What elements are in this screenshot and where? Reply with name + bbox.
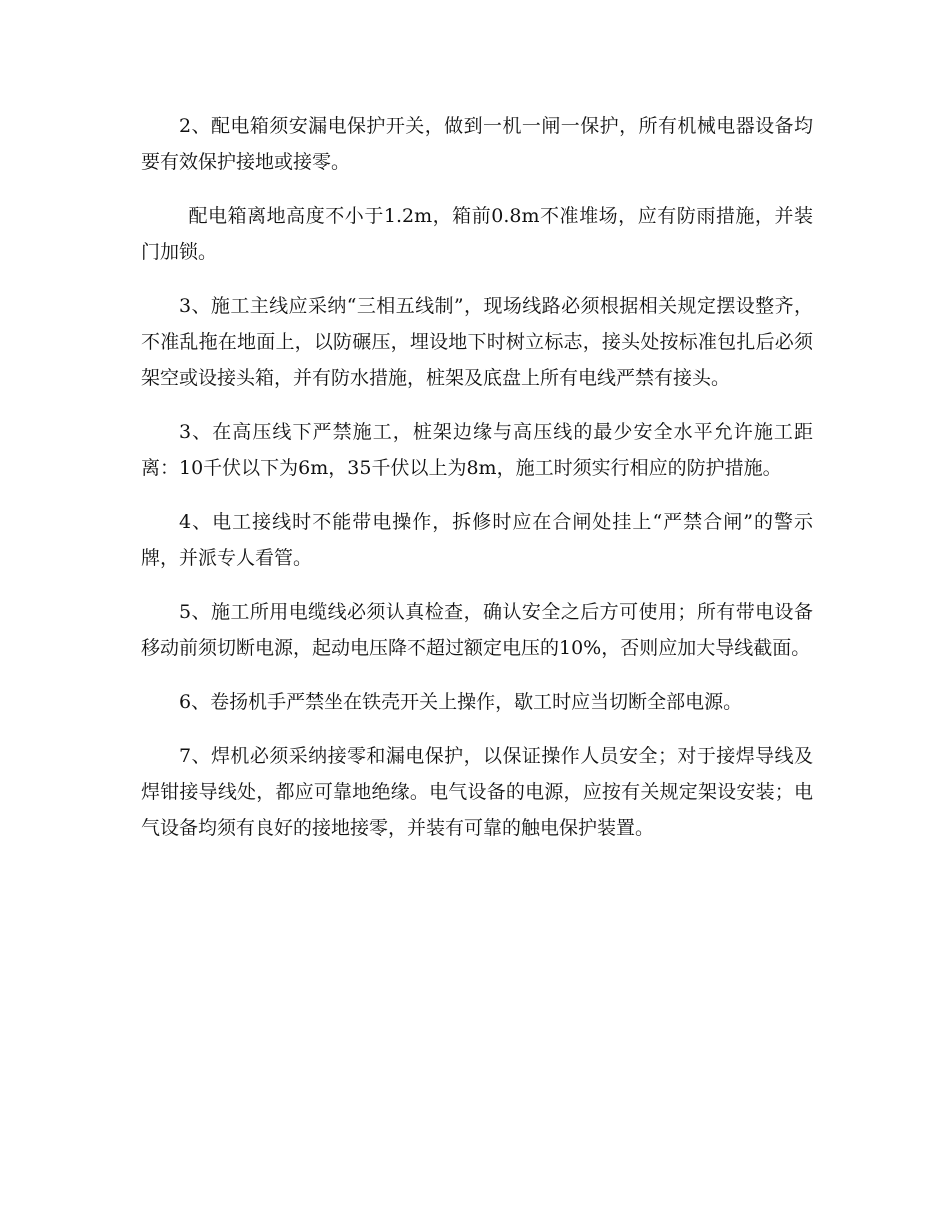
paragraph-item-4: 4、电工接线时不能带电操作，拆修时应在合闸处挂上“严禁合闸”的警示牌，并派专人看管。	[141, 511, 813, 569]
paragraph-item-3-high-voltage: 3、在高压线下严禁施工，桩架边缘与高压线的最少安全水平允许施工距离：10千伏以下为6m，35千伏以上为8m，施工时须实行相应的防护措施。	[141, 421, 813, 479]
paragraph-item-7: 7、焊机必须采纳接零和漏电保护，以保证操作人员安全；对于接焊导线及焊钳接导线处，都应可靠地绝缘。电气设备的电源，应按有关规定架设安装；电气设备均须有良好的接地接零，并装有可靠的触电保护装置。	[141, 745, 813, 839]
paragraph-item-3-wiring: 3、施工主线应采纳“三相五线制”，现场线路必须根据相关规定摆设整齐，不准乱拖在地面上，以防碾压，埋设地下时树立标志，接头处按标准包扎后必须架空或设接头箱，并有防水措施，桩架及底盘上所有电线严禁有接头。	[141, 295, 813, 389]
paragraph-item-6: 6、卷扬机手严禁坐在铁壳开关上操作，歇工时应当切断全部电源。	[179, 691, 743, 713]
paragraph-item-5: 5、施工所用电缆线必须认真检查，确认安全之后方可使用；所有带电设备移动前须切断电源，起动电压降不超过额定电压的10%，否则应加大导线截面。	[141, 601, 813, 659]
paragraph-item-2: 2、配电箱须安漏电保护开关，做到一机一闸一保护，所有机械电器设备均要有效保护接地或接零。	[141, 115, 813, 173]
paragraph-distribution-box-height: 配电箱离地高度不小于1.2m，箱前0.8m不准堆场，应有防雨措施，并装门加锁。	[141, 205, 813, 263]
document-body	[141, 108, 813, 864]
